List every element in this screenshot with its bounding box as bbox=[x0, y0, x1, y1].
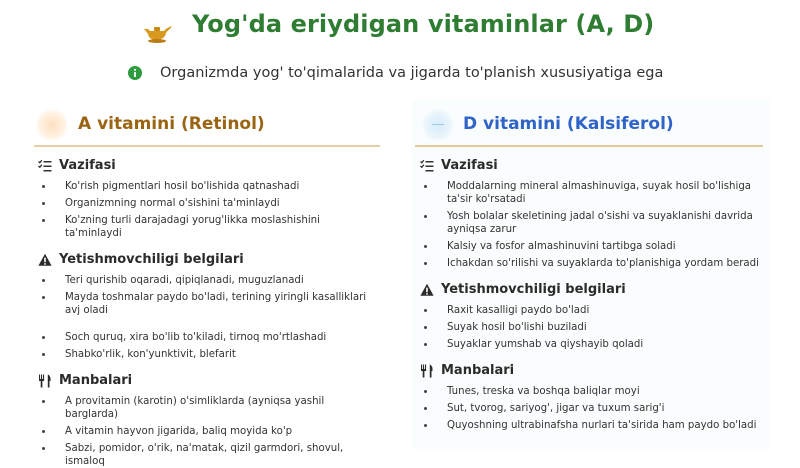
vitamin-a-title: A vitamini (Retinol) bbox=[78, 114, 265, 134]
list-item: Suyak hosil bo'lishi buziladi bbox=[412, 321, 770, 334]
vitamin-d-title: D vitamini (Kalsiferol) bbox=[463, 114, 674, 134]
list-item: Raxit kasalligi paydo bo'ladi bbox=[412, 304, 770, 317]
list-item: Moddalarning mineral almashinuviga, suyak hosil bo'lishiga ta'sir ko'rsatadi bbox=[412, 180, 770, 206]
list-item: Yosh bolalar skeletining jadal o'sishi va suyaklanishi davrida ayniqsa zarur bbox=[412, 210, 770, 236]
vitamin-a-glow-icon bbox=[36, 109, 68, 141]
vitamin-a-functions-list bbox=[30, 180, 385, 240]
info-icon bbox=[128, 66, 142, 80]
vitamin-d-header bbox=[412, 100, 770, 146]
vitamin-a-sources-list bbox=[30, 395, 385, 468]
list-item: A provitamin (karotin) o'simliklarda (ayniqsa yashil barglarda) bbox=[30, 395, 385, 421]
vitamin-a-divider bbox=[34, 145, 380, 147]
list-item: Organizmning normal o'sishini ta'minlaydi bbox=[30, 197, 385, 210]
vitamin-d-deficiency-title: Yetishmovchiligi belgilari bbox=[441, 282, 626, 297]
vitamin-d-deficiency-list bbox=[412, 304, 770, 351]
list-item: Quyoshning ultrabinafsha nurlari ta'sirida ham paydo bo'ladi bbox=[412, 419, 770, 432]
list-item: Sabzi, pomidor, o'rik, na'matak, qizil garmdori, shovul, ismaloq bbox=[30, 442, 385, 468]
fork-knife-icon bbox=[38, 374, 52, 388]
vitamin-d-divider bbox=[415, 145, 763, 147]
vitamin-d-functions-title: Vazifasi bbox=[441, 158, 498, 173]
vitamin-d-sources-header bbox=[412, 361, 770, 383]
list-item: Tunes, treska va boshqa baliqlar moyi bbox=[412, 385, 770, 398]
list-item: Ko'rish pigmentlari hosil bo'lishida qatnashadi bbox=[30, 180, 385, 193]
vitamin-a-deficiency-title: Yetishmovchiligi belgilari bbox=[59, 252, 244, 267]
list-item: Kalsiy va fosfor almashinuvini tartibga soladi bbox=[412, 240, 770, 253]
vitamin-a-card bbox=[30, 100, 385, 467]
vitamin-a-functions-header bbox=[30, 156, 385, 178]
vitamin-a-sources-title: Manbalari bbox=[59, 373, 133, 388]
vitamin-d-functions-list bbox=[412, 180, 770, 270]
list-item: Shabko'rlik, kon'yunktivit, blefarit bbox=[30, 348, 385, 361]
vitamin-d-glow-icon bbox=[422, 109, 454, 141]
vitamin-d-sources-title: Manbalari bbox=[441, 363, 515, 378]
vitamin-a-deficiency-header bbox=[30, 250, 385, 272]
list-item: A vitamin hayvon jigarida, baliq moyida ko'p bbox=[30, 425, 385, 438]
checklist-icon bbox=[38, 159, 52, 173]
vitamin-d-sources-list bbox=[412, 385, 770, 432]
checklist-icon bbox=[420, 159, 434, 173]
vitamin-d-deficiency-header bbox=[412, 280, 770, 302]
warning-icon bbox=[420, 283, 434, 297]
list-item: Sut, tvorog, sariyog', jigar va tuxum sarig'i bbox=[412, 402, 770, 415]
list-item: Ichakdan so'rilishi va suyaklarda to'planishiga yordam beradi bbox=[412, 257, 770, 270]
vitamin-a-deficiency-list bbox=[30, 274, 385, 361]
vitamin-d-card bbox=[412, 100, 770, 449]
header bbox=[0, 6, 800, 46]
vitamin-d-functions-header bbox=[412, 156, 770, 178]
oil-lamp-icon bbox=[139, 20, 175, 44]
page-title: Yog'da eriydigan vitaminlar (A, D) bbox=[192, 10, 655, 38]
fork-knife-icon bbox=[420, 364, 434, 378]
vitamin-a-sources-header bbox=[30, 371, 385, 393]
list-item: Suyaklar yumshab va qiyshayib qoladi bbox=[412, 338, 770, 351]
list-item: Soch quruq, xira bo'lib to'kiladi, tirnoq mo'rtlashadi bbox=[30, 331, 385, 344]
list-item: Mayda toshmalar paydo bo'ladi, terining yiringli kasalliklari avj oladi bbox=[30, 291, 385, 317]
list-item: Ko'zning turli darajadagi yorug'likka moslashishini ta'minlaydi bbox=[30, 214, 385, 240]
vitamin-a-header bbox=[30, 100, 385, 146]
list-item: Teri qurishib oqaradi, qipiqlanadi, muguzlanadi bbox=[30, 274, 385, 287]
warning-icon bbox=[38, 253, 52, 267]
page-subtitle: Organizmda yog' to'qimalarida va jigarda to'planish xususiyatiga ega bbox=[160, 65, 664, 81]
vitamin-a-functions-title: Vazifasi bbox=[59, 158, 116, 173]
